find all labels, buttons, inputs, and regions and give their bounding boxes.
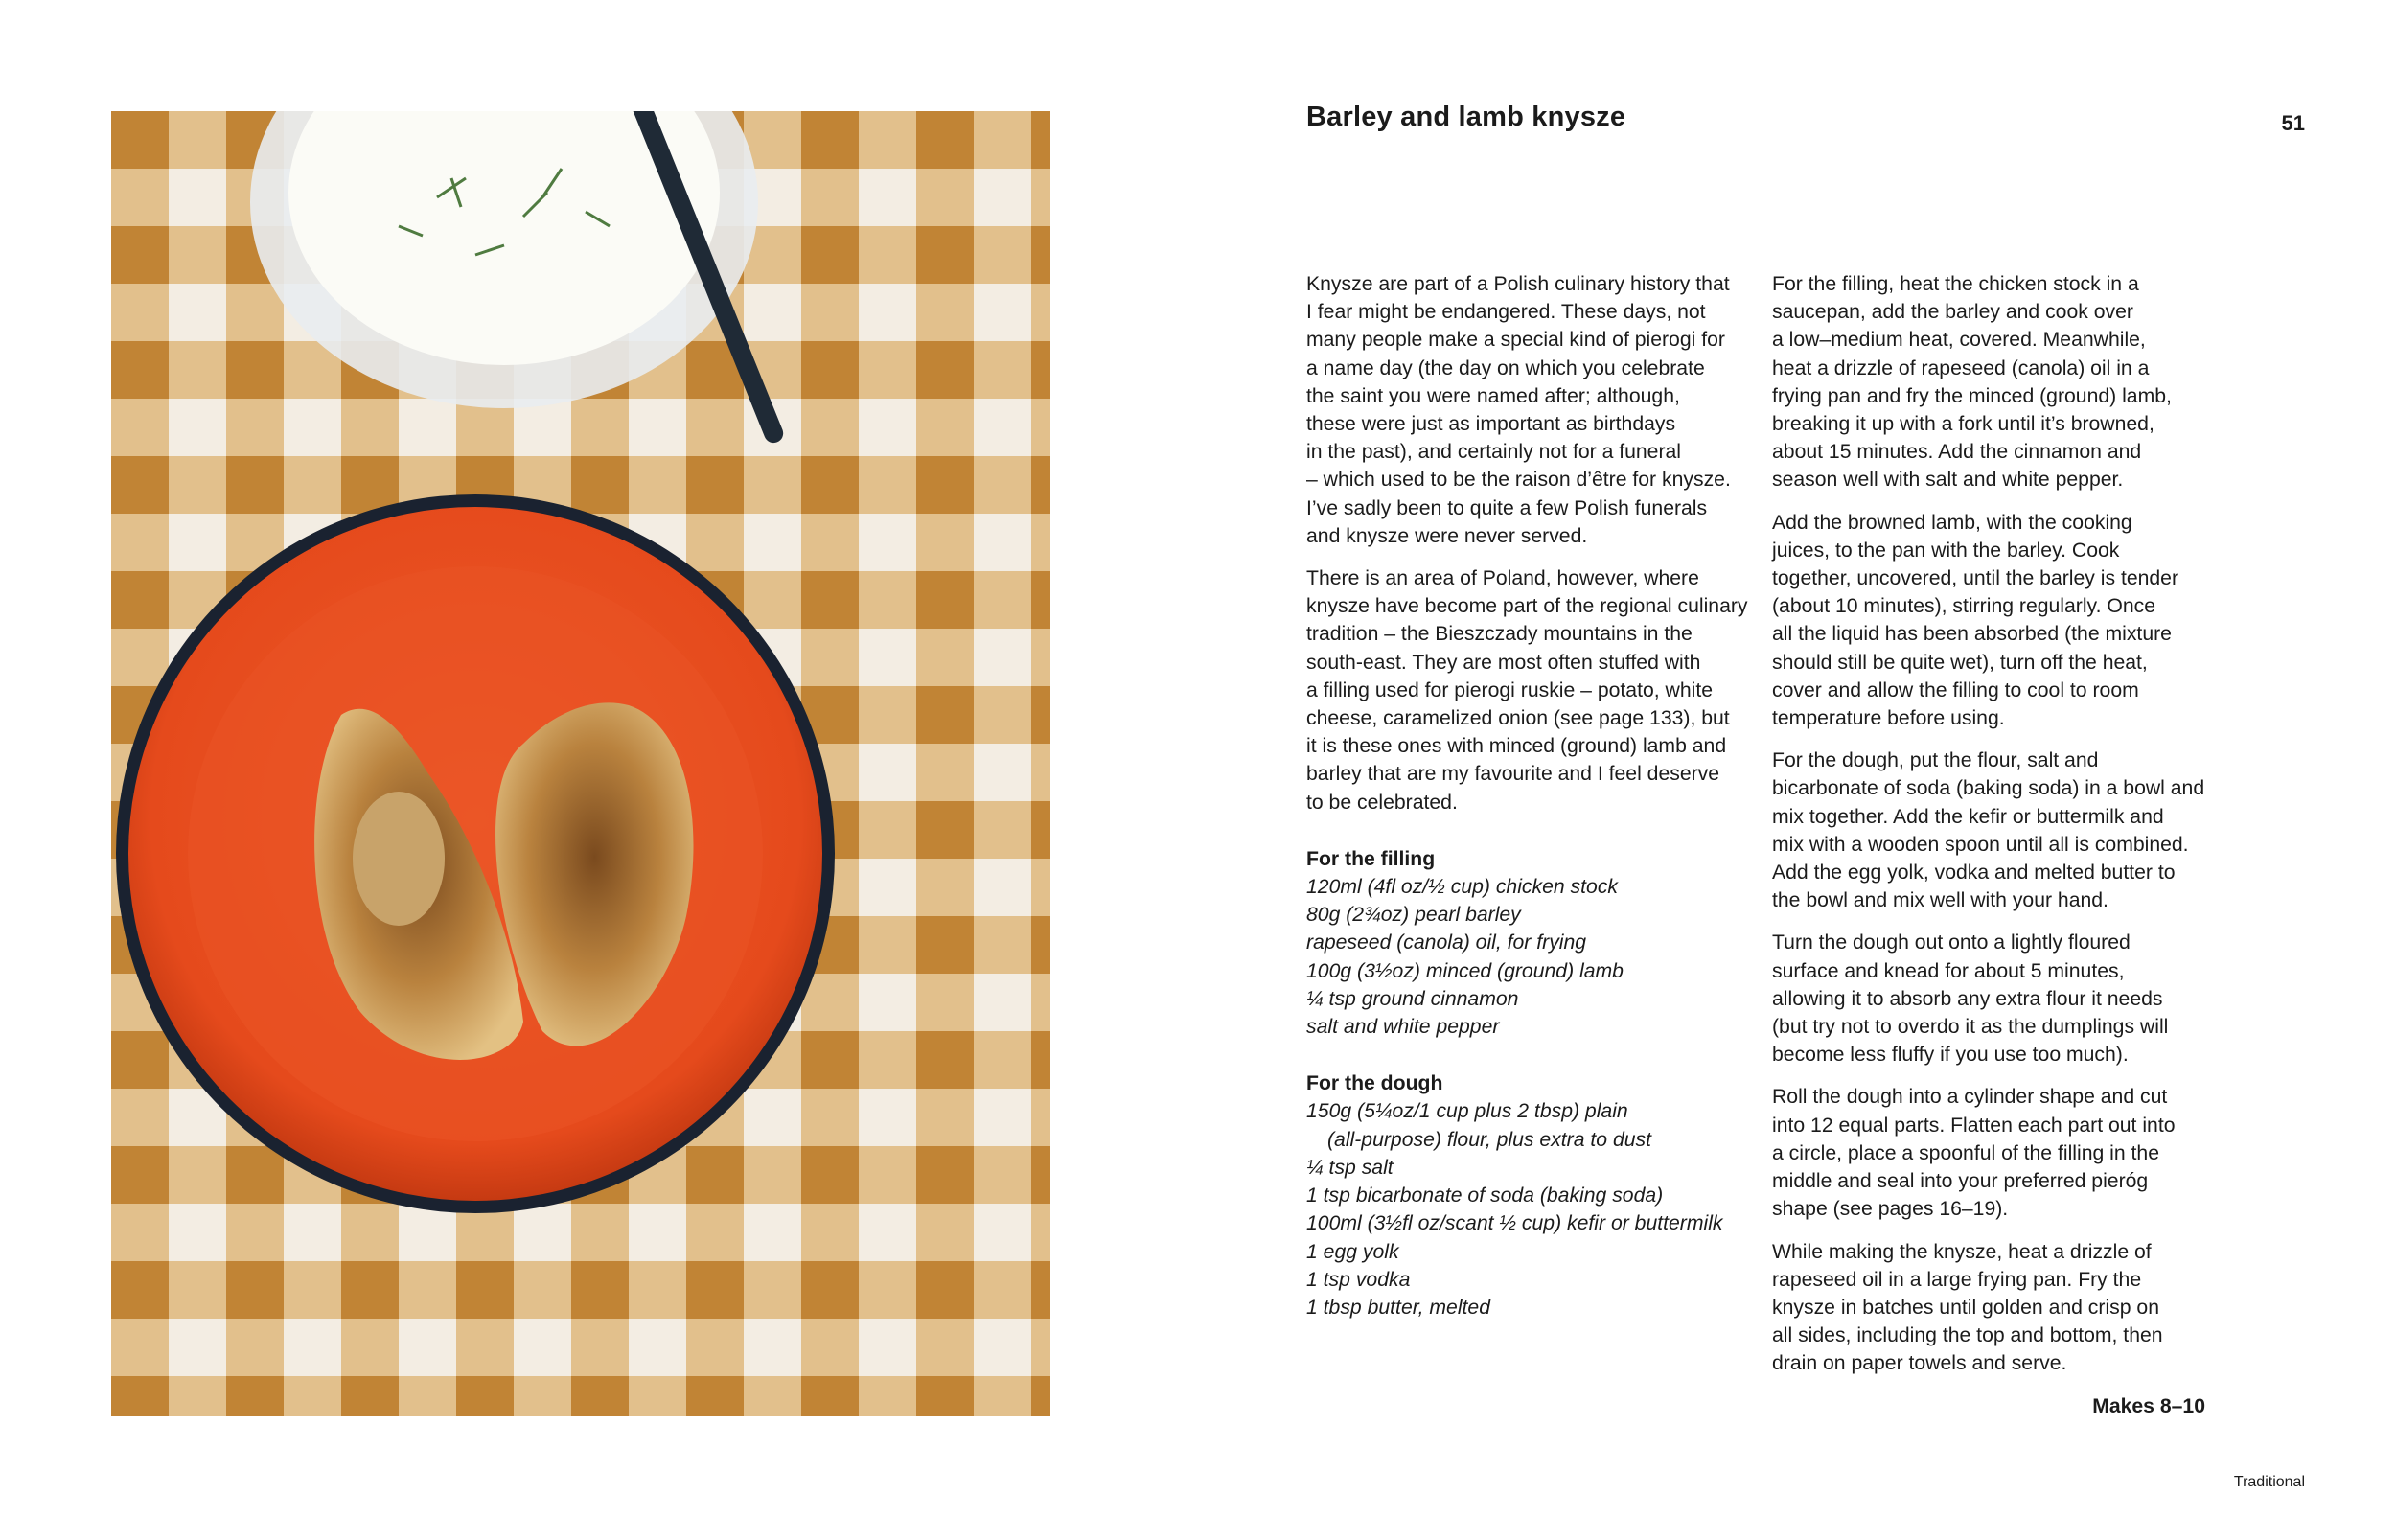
intro-line: I’ve sadly been to quite a few Polish funerals — [1306, 496, 1708, 519]
method-line: bicarbonate of soda (baking soda) in a bowl and — [1772, 777, 2205, 800]
method-line: Add the egg yolk, vodka and melted butter to — [1772, 862, 2176, 885]
method-line: Add the browned lamb, with the cooking — [1772, 511, 2132, 534]
method-line: all the liquid has been absorbed (the mixture — [1772, 623, 2172, 646]
ingredient-item: salt and white pepper — [1306, 1016, 1500, 1039]
method-line: Roll the dough into a cylinder shape and cut — [1772, 1086, 2168, 1109]
ingredient-item: 150g (5¼oz/1 cup plus 2 tbsp) plain — [1306, 1100, 1628, 1123]
intro-line: it is these ones with minced (ground) lamb and — [1306, 735, 1727, 758]
intro-line: Knysze are part of a Polish culinary history that — [1306, 273, 1730, 295]
method-line: together, uncovered, until the barley is tender — [1772, 567, 2179, 590]
ingredient-item: 1 tbsp butter, melted — [1306, 1296, 1490, 1319]
method-step — [1772, 1238, 2213, 1378]
intro-line: barley that are my favourite and I feel deserve — [1306, 763, 1720, 786]
method-line: rapeseed oil in a large frying pan. Fry the — [1772, 1268, 2142, 1291]
method-line: should still be quite wet), turn off the heat, — [1772, 651, 2148, 674]
method-line: knysze in batches until golden and crisp on — [1772, 1296, 2159, 1319]
method-line: the bowl and mix well with your hand. — [1772, 889, 2108, 912]
method-line: season well with salt and white pepper. — [1772, 469, 2124, 492]
method-line: mix together. Add the kefir or buttermilk and — [1772, 805, 2164, 828]
method-line: about 15 minutes. Add the cinnamon and — [1772, 441, 2142, 464]
intro-line: these were just as important as birthdays — [1306, 413, 1676, 436]
intro-line: a name day (the day on which you celebrate — [1306, 356, 1705, 379]
ingredient-item: 1 tsp vodka — [1306, 1268, 1411, 1291]
method-step — [1772, 929, 2213, 1069]
method-line: breaking it up with a fork until it’s browned, — [1772, 413, 2154, 436]
method-line: all sides, including the top and bottom, then — [1772, 1324, 2163, 1347]
ingredient-item: 120ml (4fl oz/½ cup) chicken stock — [1306, 876, 1619, 899]
intro-line: cheese, caramelized onion (see page 133), but — [1306, 707, 1730, 730]
ingredient-item: 80g (2¾oz) pearl barley — [1306, 904, 1521, 927]
ingredient-item: ¼ tsp salt — [1306, 1156, 1394, 1179]
intro-line: I fear might be endangered. These days, not — [1306, 301, 1706, 324]
method-line: Turn the dough out onto a lightly floured — [1772, 931, 2131, 954]
method-line: frying pan and fry the minced (ground) lamb, — [1772, 384, 2172, 407]
method-line: become less fluffy if you use too much). — [1772, 1044, 2129, 1067]
intro-line: and knysze were never served. — [1306, 524, 1588, 547]
yield-label: Makes 8–10 — [2092, 1394, 2205, 1417]
method-line: (but try not to overdo it as the dumplings will — [1772, 1016, 2169, 1039]
recipe-photo — [111, 111, 1050, 1416]
method-step — [1772, 509, 2213, 733]
orange-plate — [116, 494, 835, 1213]
intro-paragraph — [1306, 564, 1747, 816]
ingredient-item: rapeseed (canola) oil, for frying — [1306, 931, 1587, 954]
method-line: drain on paper towels and serve. — [1772, 1352, 2067, 1375]
method-line: temperature before using. — [1772, 707, 2005, 730]
intro-line: There is an area of Poland, however, where — [1306, 567, 1699, 590]
intro-line: many people make a special kind of pierogi for — [1306, 329, 1725, 352]
method-line: mix with a wooden spoon until all is combined. — [1772, 833, 2189, 856]
intro-line: the saint you were named after; although, — [1306, 384, 1680, 407]
method-line: shape (see pages 16–19). — [1772, 1198, 2009, 1221]
method-column — [1772, 270, 2213, 1420]
ingredient-item: 100ml (3½fl oz/scant ½ cup) kefir or buttermilk — [1306, 1212, 1723, 1235]
intro-line: – which used to be the raison d’être for knysze. — [1306, 469, 1731, 492]
page-number: 51 — [2281, 111, 2305, 135]
dough-heading: For the dough — [1306, 1072, 1443, 1095]
method-line: juices, to the pan with the barley. Cook — [1772, 539, 2120, 562]
ingredient-item: ¼ tsp ground cinnamon — [1306, 987, 1519, 1010]
method-line: a circle, place a spoonful of the filling in the — [1772, 1141, 2159, 1164]
intro-line: tradition – the Bieszczady mountains in the — [1306, 623, 1693, 646]
left-text-column — [1306, 270, 1747, 1322]
method-line: saucepan, add the barley and cook over — [1772, 301, 2133, 324]
method-step — [1772, 1083, 2213, 1223]
method-line: middle and seal into your preferred pieróg — [1772, 1170, 2149, 1193]
ingredient-item: 1 egg yolk — [1306, 1240, 1399, 1263]
method-step — [1772, 747, 2213, 914]
method-line: heat a drizzle of rapeseed (canola) oil in a — [1772, 356, 2150, 379]
ingredient-item: 1 tsp bicarbonate of soda (baking soda) — [1306, 1184, 1664, 1207]
method-line: a low–medium heat, covered. Meanwhile, — [1772, 329, 2146, 352]
ingredient-item: (all-purpose) flour, plus extra to dust — [1327, 1128, 1651, 1151]
method-line: While making the knysze, heat a drizzle of — [1772, 1240, 2152, 1263]
method-line: surface and knead for about 5 minutes, — [1772, 959, 2125, 982]
intro-line: south-east. They are most often stuffed with — [1306, 651, 1701, 674]
recipe-title: Barley and lamb knysze — [1306, 102, 1626, 132]
method-line: cover and allow the filling to cool to room — [1772, 678, 2139, 701]
method-line: For the dough, put the flour, salt and — [1772, 749, 2099, 772]
ingredient-item: 100g (3½oz) minced (ground) lamb — [1306, 959, 1624, 982]
method-line: (about 10 minutes), stirring regularly. Once — [1772, 595, 2155, 618]
section-footer: Traditional — [2233, 1474, 2305, 1490]
method-line: For the filling, heat the chicken stock in a — [1772, 273, 2139, 295]
method-step — [1772, 270, 2213, 494]
intro-paragraph — [1306, 270, 1747, 550]
intro-line: to be celebrated. — [1306, 791, 1458, 814]
intro-line: in the past), and certainly not for a funeral — [1306, 441, 1682, 464]
filling-heading: For the filling — [1306, 847, 1436, 870]
method-line: allowing it to absorb any extra flour it needs — [1772, 987, 2163, 1010]
intro-line: a filling used for pierogi ruskie – potato, white — [1306, 678, 1713, 701]
intro-line: knysze have become part of the regional culinary — [1306, 595, 1748, 618]
method-line: into 12 equal parts. Flatten each part out into — [1772, 1114, 2176, 1137]
